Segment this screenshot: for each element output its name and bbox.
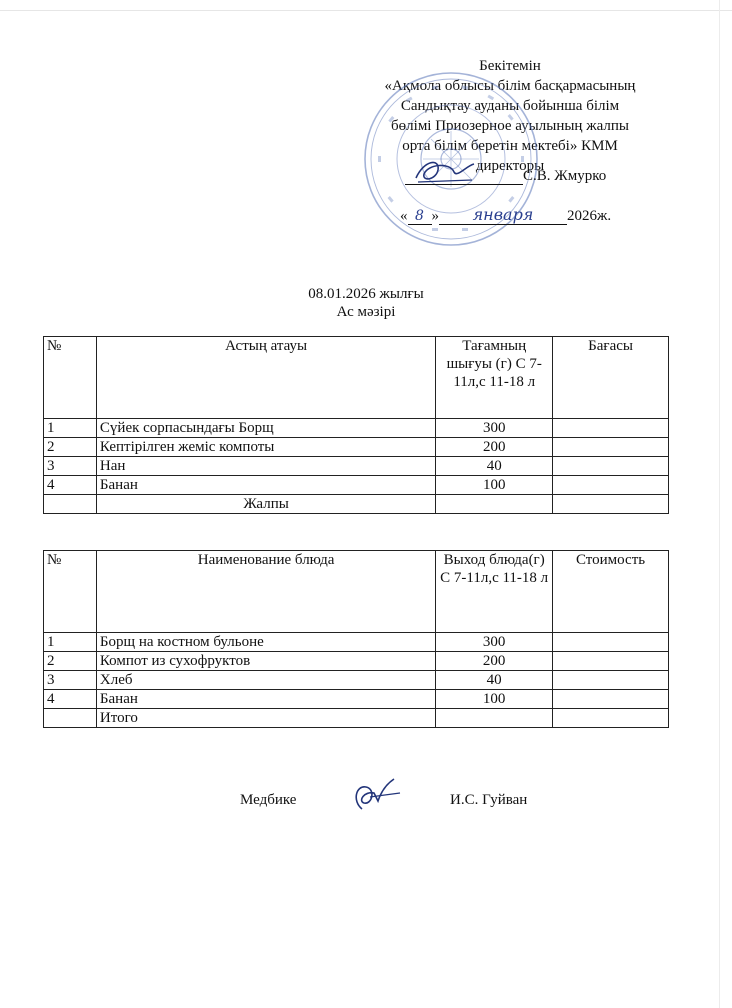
row-price: [553, 690, 669, 709]
total-label: Жалпы: [96, 495, 435, 514]
row-price: [553, 457, 669, 476]
date-quote-close: »: [431, 208, 439, 224]
row-price: [553, 438, 669, 457]
total-weight-cell: [436, 709, 553, 728]
date-day: 8: [408, 208, 432, 225]
scan-edge-right: [719, 0, 720, 1008]
row-dish: Нан: [96, 457, 435, 476]
table-row: [44, 690, 669, 709]
table-row: [44, 671, 669, 690]
table-row: [44, 476, 669, 495]
header-num: №: [44, 551, 97, 633]
row-dish: Борщ на костном бульоне: [96, 633, 435, 652]
footer-name: И.С. Гуйван: [450, 792, 528, 808]
table-row: [44, 633, 669, 652]
row-dish: Компот из сухофруктов: [96, 652, 435, 671]
row-num: 1: [44, 633, 97, 652]
table-header-row: [44, 337, 669, 419]
approval-line: Сандықтау ауданы бойынша білім: [400, 98, 620, 114]
menu-title: Ас мәзірі: [336, 304, 396, 320]
row-weight: 40: [436, 671, 553, 690]
row-num: 3: [44, 671, 97, 690]
total-weight-cell: [436, 495, 553, 514]
kz-menu-table: [43, 336, 669, 514]
director-name: С.В. Жмурко: [523, 168, 607, 184]
row-num: 4: [44, 476, 97, 495]
table-total-row: [44, 709, 669, 728]
row-price: [553, 671, 669, 690]
row-price: [553, 476, 669, 495]
row-weight: 200: [436, 438, 553, 457]
approval-line: орта білім беретін мектебі» КММ: [402, 138, 618, 154]
nurse-signature-icon: [348, 775, 404, 815]
row-num: 4: [44, 690, 97, 709]
approval-line: «Ақмола облысы білім басқармасының: [384, 78, 636, 94]
total-label: Итого: [96, 709, 435, 728]
row-weight: 100: [436, 690, 553, 709]
total-num-cell: [44, 495, 97, 514]
table-row: [44, 652, 669, 671]
row-weight: 40: [436, 457, 553, 476]
row-dish: Банан: [96, 690, 435, 709]
row-dish: Банан: [96, 476, 435, 495]
total-num-cell: [44, 709, 97, 728]
row-price: [553, 652, 669, 671]
row-weight: 300: [436, 419, 553, 438]
footer-role: Медбике: [240, 792, 297, 808]
director-signature-icon: [410, 152, 480, 188]
approval-line: бөлімі Приозерное ауылының жалпы: [391, 118, 629, 134]
row-dish: Хлеб: [96, 671, 435, 690]
header-weight: Выход блюда(г) С 7-11л,с 11-18 л: [436, 551, 553, 633]
table-row: [44, 419, 669, 438]
approval-line: Бекітемін: [479, 58, 541, 74]
row-num: 1: [44, 419, 97, 438]
menu-date: 08.01.2026 жылғы: [308, 286, 424, 302]
row-weight: 300: [436, 633, 553, 652]
row-weight: 100: [436, 476, 553, 495]
approval-line: директоры: [475, 158, 545, 174]
row-num: 3: [44, 457, 97, 476]
header-weight: Тағамның шығуы (г) С 7-11л,с 11-18 л: [436, 337, 553, 419]
scan-edge-top: [0, 10, 732, 11]
row-weight: 200: [436, 652, 553, 671]
row-dish: Сүйек сорпасындағы Борщ: [96, 419, 435, 438]
date-quote-open: «: [400, 208, 408, 224]
table-total-row: [44, 495, 669, 514]
row-num: 2: [44, 652, 97, 671]
row-dish: Кептірілген жеміс компоты: [96, 438, 435, 457]
total-price-cell: [553, 495, 669, 514]
header-price: Бағасы: [553, 337, 669, 419]
table-header-row: [44, 551, 669, 633]
table-row: [44, 438, 669, 457]
header-num: №: [44, 337, 97, 419]
table-row: [44, 457, 669, 476]
header-dish-name: Астың атауы: [96, 337, 435, 419]
row-price: [553, 419, 669, 438]
approval-date-row: [400, 205, 611, 225]
ru-menu-table: [43, 550, 669, 728]
date-month: января: [439, 205, 567, 225]
date-year: 2026ж.: [567, 208, 612, 224]
total-price-cell: [553, 709, 669, 728]
header-dish-name: Наименование блюда: [96, 551, 435, 633]
row-num: 2: [44, 438, 97, 457]
header-price: Стоимость: [553, 551, 669, 633]
row-price: [553, 633, 669, 652]
